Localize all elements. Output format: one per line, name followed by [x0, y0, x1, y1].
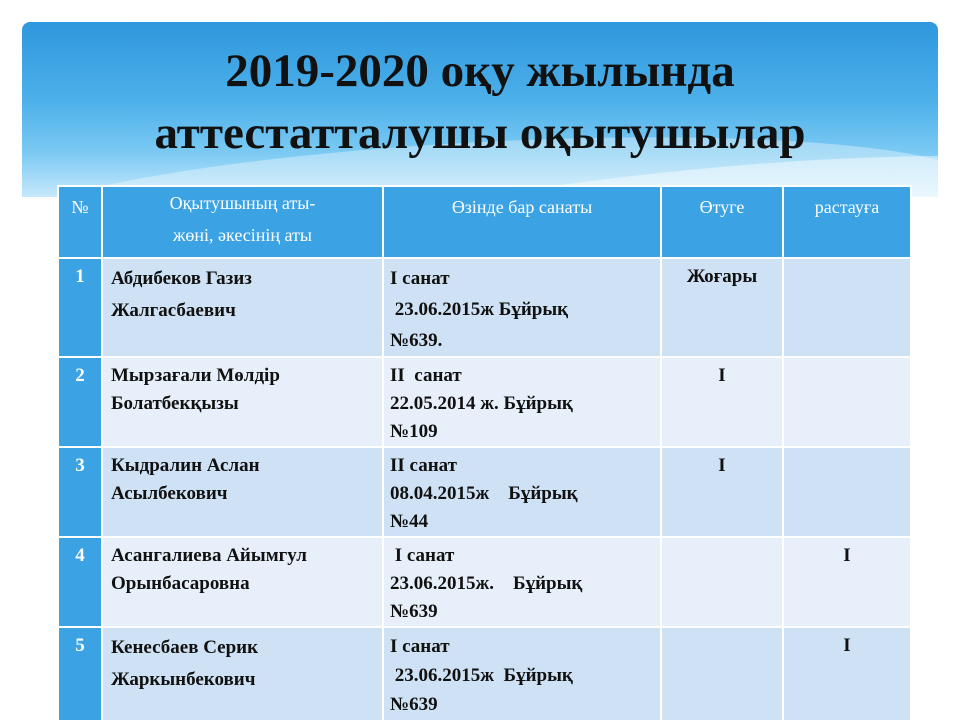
current-category — [383, 447, 661, 537]
pass-category: I — [661, 357, 783, 447]
category-level: I санат — [390, 545, 455, 566]
teacher-patronymic: Жалгасбаевич — [111, 300, 236, 321]
row-number: 1 — [58, 258, 102, 357]
order-number: №639 — [390, 694, 438, 715]
order-number: №639. — [390, 330, 443, 351]
order-number: №109 — [390, 421, 438, 442]
row-number: 4 — [58, 537, 102, 627]
category-level: II санат — [390, 455, 457, 476]
teacher-surname: Мырзағали Мөлдір — [111, 365, 280, 386]
header-confirm: растауға — [783, 186, 911, 258]
row-number: 5 — [58, 627, 102, 721]
confirm-category — [783, 447, 911, 537]
slide-title — [40, 40, 920, 164]
table-row — [58, 537, 911, 627]
current-category — [383, 357, 661, 447]
teacher-surname: Абдибеков Газиз — [111, 268, 252, 289]
teacher-name — [102, 537, 383, 627]
confirm-category — [783, 357, 911, 447]
row-number: 3 — [58, 447, 102, 537]
teacher-name — [102, 258, 383, 357]
teacher-name — [102, 627, 383, 721]
header-pass: Өтуге — [661, 186, 783, 258]
order-number: №639 — [390, 601, 438, 622]
order-date: 22.05.2014 ж. Бұйрық — [390, 393, 573, 414]
table-row — [58, 447, 911, 537]
confirm-category: I — [783, 627, 911, 721]
teacher-surname: Кыдралин Аслан — [111, 455, 260, 476]
order-date: 08.04.2015ж Бұйрық — [390, 483, 578, 504]
table-row — [58, 258, 911, 357]
slide-title-line-1: 2019-2020 оқу жылында — [225, 45, 735, 97]
teacher-patronymic: Орынбасаровна — [111, 573, 250, 594]
pass-category — [661, 627, 783, 721]
order-date: 23.06.2015ж Бұйрық — [390, 665, 573, 686]
current-category — [383, 537, 661, 627]
pass-category — [661, 537, 783, 627]
category-level: II санат — [390, 365, 462, 386]
table-row — [58, 627, 911, 721]
header-teacher-name-line-1: Оқытушының аты- — [169, 193, 316, 213]
category-level: I санат — [390, 636, 450, 657]
table-row — [58, 357, 911, 447]
teacher-surname: Асангалиева Айымгул — [111, 545, 307, 566]
header-teacher-name — [102, 186, 383, 258]
row-number: 2 — [58, 357, 102, 447]
confirm-category — [783, 258, 911, 357]
header-current-category: Өзінде бар санаты — [383, 186, 661, 258]
header-number: № — [58, 186, 102, 258]
order-number: №44 — [390, 511, 429, 532]
order-date: 23.06.2015ж Бұйрық — [390, 299, 569, 320]
header-teacher-name-line-2: жөні, әкесінің аты — [172, 225, 313, 245]
current-category — [383, 258, 661, 357]
teacher-patronymic: Асылбекович — [111, 483, 228, 504]
table-header-row — [58, 186, 911, 258]
teacher-patronymic: Жаркынбекович — [111, 669, 256, 690]
category-level: I санат — [390, 268, 450, 289]
attestation-table — [57, 185, 912, 722]
confirm-category: I — [783, 537, 911, 627]
teacher-name — [102, 447, 383, 537]
teacher-name — [102, 357, 383, 447]
slide-title-line-2: аттестатталушы оқытушылар — [154, 107, 806, 159]
current-category — [383, 627, 661, 721]
pass-category: Жоғары — [661, 258, 783, 357]
pass-category: I — [661, 447, 783, 537]
teacher-surname: Кенесбаев Серик — [111, 637, 259, 658]
teacher-patronymic: Болатбекқызы — [111, 393, 239, 414]
order-date: 23.06.2015ж. Бұйрық — [390, 573, 583, 594]
